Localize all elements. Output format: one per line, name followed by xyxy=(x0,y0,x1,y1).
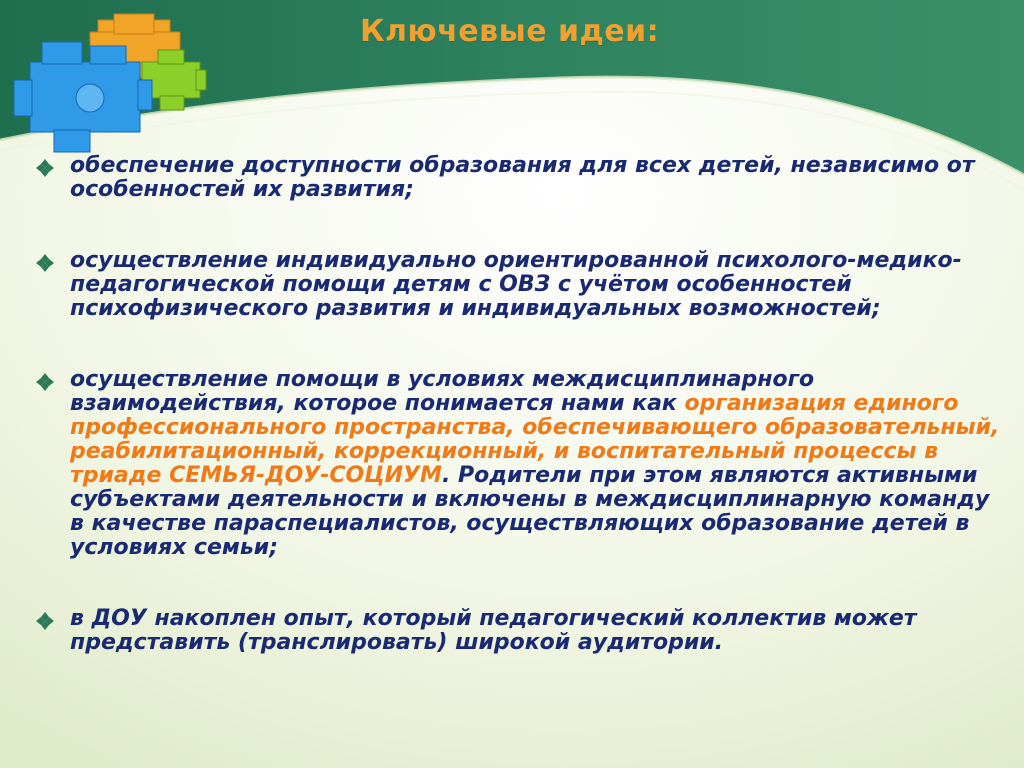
bullet-list xyxy=(34,154,1009,655)
highlighted-text: организация единого профессионального пространства, обеспечивающего образовательный, реабилитационный, коррекционный, и воспитательный процессы в триаде СЕМЬЯ-ДОУ-СОЦИУМ xyxy=(70,391,1000,488)
bullet-text: осуществление индивидуально ориентированной психолого-медико-педагогической помощи детям с ОВЗ с учётом особенностей психофизического развития и индивидуальных возможностей; xyxy=(70,248,962,321)
diamond-bullet-icon xyxy=(34,371,56,393)
bullet-text-part1: осуществление помощи в условиях междисциплинарного взаимодействия, которое понимается нами как xyxy=(70,367,815,416)
bullet-text: в ДОУ накоплен опыт, который педагогический коллектив может представить (транслировать) широкой аудитории. xyxy=(70,606,917,655)
diamond-bullet-icon xyxy=(34,610,56,632)
slide-title: Ключевые идеи: xyxy=(360,14,660,49)
bullet-text-part2: . Родители при этом являются активными субъектами деятельности и включены в междисциплинарную команду в качестве параспециалистов, осуществляющих образование детей в условиях семьи; xyxy=(70,463,990,560)
puzzle-pieces-icon xyxy=(10,10,210,170)
diamond-bullet-icon xyxy=(34,252,56,274)
list-item xyxy=(34,154,1009,202)
diamond-bullet-icon xyxy=(34,157,56,179)
bullet-text: обеспечение доступности образования для всех детей, независимо от особенностей их развития; xyxy=(70,153,975,202)
list-item xyxy=(34,368,1009,560)
list-item xyxy=(34,249,1009,321)
list-item xyxy=(34,607,1009,655)
bullet-text xyxy=(70,368,1009,560)
